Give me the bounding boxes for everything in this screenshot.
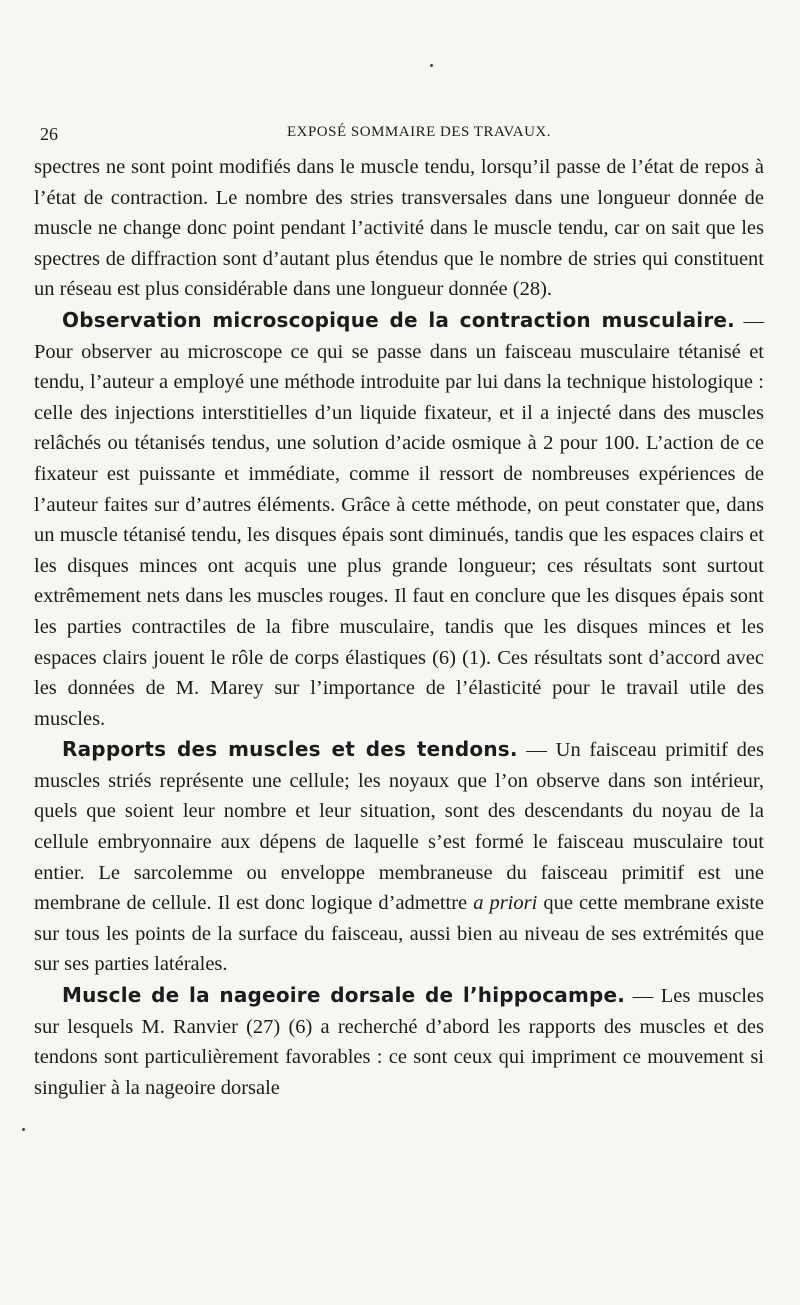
- paragraph-text: que cette membrane existe sur tous les points de la surface du faisceau, aussi bien au niveau de ses extrémités que sur ses parties latérales.: [34, 892, 764, 976]
- paragraph-nageoire: [34, 980, 764, 1103]
- running-title: EXPOSÉ SOMMAIRE DES TRAVAUX.: [286, 124, 552, 140]
- stray-mark: [22, 1128, 25, 1131]
- paragraph-rapports: [34, 734, 764, 980]
- body-text: [34, 152, 764, 1103]
- stray-mark: [430, 64, 433, 67]
- italic-text: a priori: [473, 892, 538, 915]
- section-heading: Rapports des muscles et des tendons.: [62, 737, 518, 762]
- paragraph-text: — Un faisceau primitif des muscles striés représente une cellule; les noyaux que l’on observe dans son intérieur, quels que soient leur nombre et leur situation, sont des descendants du noyau de la cellule embryonnaire aux dépens de laquelle s’est formé le faisceau musculaire tout entier. Le sarcolemme ou enveloppe membraneuse du faisceau primitif est une membrane de cellule. Il est donc logique d’admettre: [34, 739, 764, 915]
- page-header: [34, 118, 764, 148]
- section-heading: Observation microscopique de la contraction musculaire.: [62, 307, 735, 332]
- paragraph-text: — Les muscles sur lesquels M. Ranvier (27) (6) a recherché d’abord les rapports des muscles et des tendons sont particulièrement favorables : ce sont ceux qui impriment ce mouvement si singulier à la nageoire dorsale: [34, 985, 764, 1099]
- page-number: 26: [40, 124, 58, 144]
- paragraph-text: spectres ne sont point modifiés dans le muscle tendu, lorsqu’il passe de l’état de repos à l’état de contraction. Le nombre des stries transversales dans une longueur donnée de muscle ne change donc point pendant l’activité dans le muscle tendu, car on sait que les spectres de diffraction sont d’autant plus étendus que le nombre de stries qui constituent un réseau est plus considérable dans une longueur donnée (28).: [34, 156, 764, 301]
- paragraph-text: — Pour observer au microscope ce qui se passe dans un faisceau musculaire tétanisé et tendu, l’auteur a employé une méthode introduite par lui dans la technique histologique : celle des injections interstitielles d’un liquide fixateur, et il a injecté dans des muscles relâchés ou tétanisés tendus, une solution d’acide osmique à 2 pour 100. L’action de ce fixateur est puissante et immédiate, comme il ressort de nombreuses expériences de l’auteur faites sur d’autres éléments. Grâce à cette méthode, on peut constater que, dans un muscle tétanisé tendu, les disques épais sont diminués, tandis que les espaces clairs et les disques minces ont acquis une plus grande longueur; ces résultats sont surtout extrêmement nets dans les muscles rouges. Il faut en conclure que les disques épais sont les parties contractiles de la fibre musculaire, tandis que les disques minces et les espaces clairs jouent le rôle de corps élastiques (6) (1). Ces résultats sont d’accord avec les données de M. Marey sur l’importance de l’élasticité pour le travail utile des muscles.: [34, 309, 764, 730]
- paragraph-observation: [34, 305, 764, 734]
- paragraph-continuation: [34, 152, 764, 305]
- section-heading: Muscle de la nageoire dorsale de l’hippocampe.: [62, 983, 626, 1008]
